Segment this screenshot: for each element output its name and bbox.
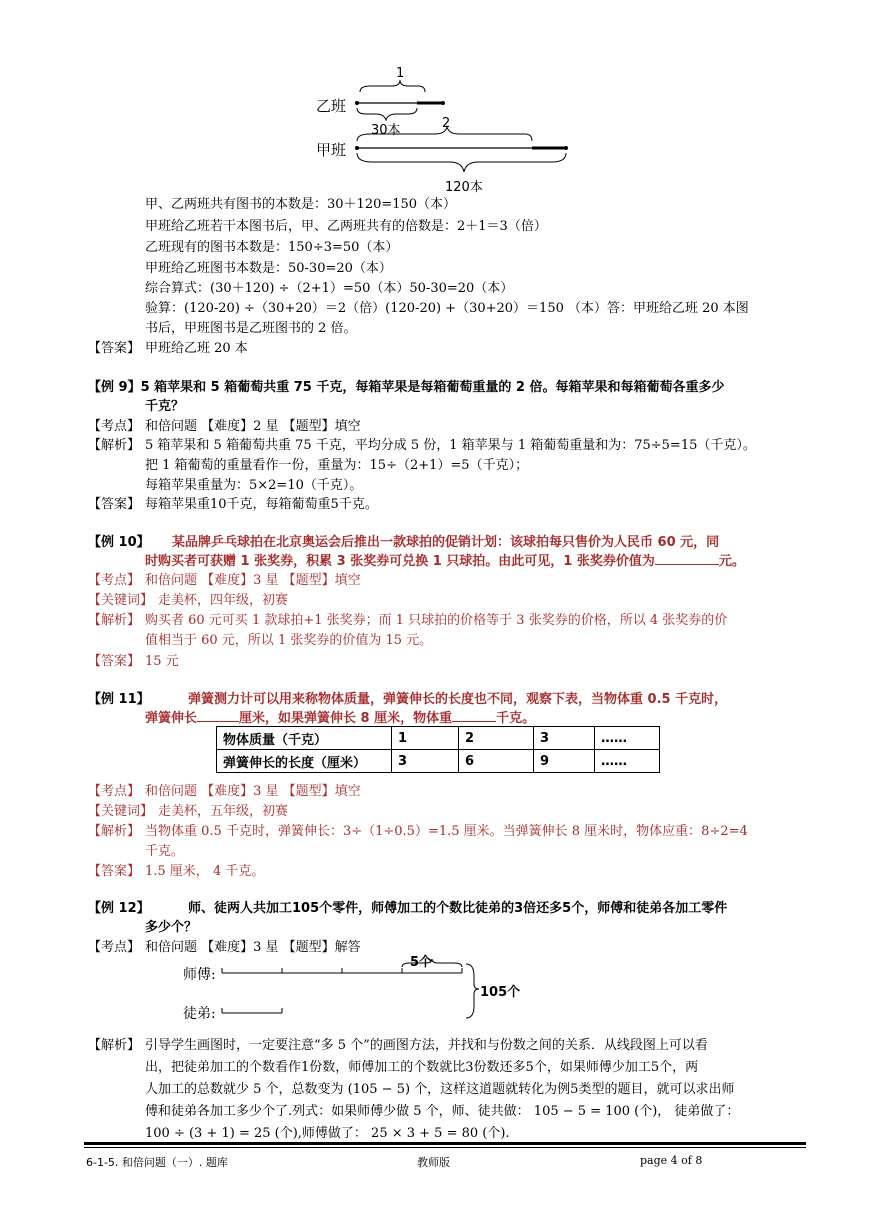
table-row [217, 727, 660, 750]
example-11-question: 弹簧测力计可以用来称物体质量，弹簧伸长的长度也不同，观察下表，当物体重 0.5 千克时， [188, 692, 728, 707]
solution-line: 甲班给乙班图书本数是：50-30=20（本） [145, 261, 392, 276]
guanjian-text: 走美杯，四年级，初赛 [158, 593, 289, 608]
table-cell: 2 [459, 727, 534, 750]
answer-tag: 【答案】 [88, 654, 141, 669]
jiexi-text: 每箱苹果重量为：5×2=10（千克）。 [145, 478, 363, 493]
kaodian-text: 和倍问题 【难度】3 星 【题型】解答 [145, 940, 361, 955]
jiexi-text: 傅和徒弟各加工多少个了.列式：如果师傅少做 5 个，师、徒共做： 105 − 5 = 100 (个)， 徒弟做了： [145, 1104, 740, 1119]
label-apprentice: 徒弟: [183, 1006, 216, 1022]
answer-blank [452, 721, 496, 722]
question-text: 千克。 [496, 711, 536, 726]
question-text: 弹簧伸长 [145, 711, 198, 726]
jiexi-text: 100 ÷ (3 + 1) = 25 (个),师傅做了： 25 × 3 + 5 = 80 (个). [145, 1126, 510, 1141]
jiexi-tag: 【解析】 [88, 824, 141, 839]
label-two: 2 [442, 116, 451, 131]
label-120-ben: 120本 [445, 180, 483, 195]
question-text: 时购买者可获赠 1 张奖券，积累 3 张奖券可兑换 1 只球拍。由此可见，1 张奖券价值为 [145, 554, 655, 569]
jiexi-text: 人加工的总数就少 5 个，总数变为 (105 − 5) 个，这样这道题就转化为例5类型的题目，就可以求出师 [145, 1082, 735, 1097]
table-cell: 物体质量（千克） [217, 727, 392, 750]
solution-line: 综合算式：(30＋120) ÷（2+1）=50（本）50-30=20（本） [145, 281, 514, 296]
jiexi-text: 把 1 箱葡萄的重量看作一份，重量为：15÷（2+1）=5（千克）； [145, 458, 529, 473]
spring-table [216, 726, 660, 773]
table-cell: 弹簧伸长的长度（厘米） [217, 750, 392, 773]
example-12-question: 师、徒两人共加工105个零件，师傅加工的个数比徒弟的3倍还多5个，师傅和徒弟各加工零件 [188, 901, 728, 916]
guanjian-tag: 【关键词】 [88, 804, 154, 819]
label-one: 1 [396, 66, 405, 81]
jiexi-text: 千克。 [145, 844, 185, 859]
label-five: 5个 [410, 955, 433, 970]
jiexi-tag: 【解析】 [88, 438, 141, 453]
answer-text: 甲班给乙班 20 本 [145, 341, 248, 356]
question-text: 厘米，如果弹簧伸长 8 厘米，物体重 [239, 711, 453, 726]
jiexi-tag: 【解析】 [88, 613, 141, 628]
solution-line: 甲、乙两班共有图书的本数是：30＋120=150（本） [145, 197, 457, 212]
example-11-label: 【例 11】 [88, 692, 150, 707]
footer-rule-thin [84, 1147, 806, 1148]
example-10-question: 某品牌乒乓球拍在北京奥运会后推出一款球拍的促销计划：该球拍每只售价为人民币 60 元，同 [172, 535, 720, 550]
jiexi-text: 值相当于 60 元，所以 1 张奖券的价值为 15 元。 [145, 633, 433, 648]
kaodian-text: 和倍问题 【难度】3 星 【题型】填空 [145, 573, 361, 588]
answer-text: 每箱苹果重10千克，每箱葡萄重5千克。 [145, 497, 378, 512]
solution-line: 甲班给乙班若干本图书后，甲、乙两班共有的倍数是：2＋1＝3（倍） [145, 219, 547, 234]
answer-blank [197, 721, 239, 722]
question-text: 元。 [718, 554, 745, 569]
footer-rule-thick [84, 1142, 806, 1145]
jiexi-tag: 【解析】 [88, 1038, 141, 1053]
jiexi-text: 出，把徒弟加工的个数看作1份数，师傅加工的个数就比3份数还多5个，如果师傅少加工5个，两 [145, 1060, 699, 1075]
jiexi-text: 引导学生画图时，一定要注意“多 5 个”的画图方法，并找和与份数之间的关系．从线段图上可以看 [145, 1038, 708, 1053]
segment-diagram [170, 950, 530, 1030]
kaodian-text: 和倍问题 【难度】2 星 【题型】填空 [145, 419, 361, 434]
jiexi-text: 购买者 60 元可买 1 款球拍+1 张奖券；而 1 只球拍的价格等于 3 张奖券的价格，所以 4 张奖券的价 [145, 613, 728, 628]
jiexi-text: 5 箱苹果和 5 箱葡萄共重 75 千克，平均分成 5 份，1 箱苹果与 1 箱葡萄重量和为：75÷5=15（千克）。 [145, 438, 756, 453]
example-10-question-cont [145, 550, 745, 569]
label-yi-ban: 乙班 [316, 97, 347, 115]
label-30-ben: 30本 [371, 123, 401, 138]
table-row [217, 750, 660, 773]
example-12-label: 【例 12】 [88, 901, 150, 916]
table-cell: 1 [392, 727, 459, 750]
table-cell: 3 [392, 750, 459, 773]
example-12-question-cont: 多少个？ [145, 920, 198, 935]
table-cell: …… [595, 750, 660, 773]
label-jia-ban: 甲班 [316, 141, 347, 159]
kaodian-tag: 【考点】 [88, 573, 141, 588]
example-11-question-cont [145, 707, 535, 726]
footer-left: 6-1-5. 和倍问题（一）. 题库 [86, 1156, 228, 1169]
answer-tag: 【答案】 [88, 864, 141, 879]
kaodian-tag: 【考点】 [88, 784, 141, 799]
solution-line: 乙班现有的图书本数是：150÷3=50（本） [145, 240, 399, 255]
guanjian-tag: 【关键词】 [88, 593, 154, 608]
example-9-title-cont: 千克？ [145, 399, 185, 414]
example-10-label: 【例 10】 [88, 535, 150, 550]
label-total: 105个 [480, 985, 521, 1000]
table-cell: …… [595, 727, 660, 750]
footer-center: 教师版 [417, 1156, 450, 1169]
label-master: 师傅: [183, 967, 216, 983]
solution-line: 验算：(120-20) ÷（30+20）＝2（倍）(120-20) +（30+20）＝150 （本）答：甲班给乙班 20 本图 [145, 301, 749, 316]
table-cell: 9 [534, 750, 595, 773]
footer-right: page 4 of 8 [640, 1154, 703, 1167]
answer-text: 1.5 厘米， 4 千克。 [145, 864, 265, 879]
example-9-title: 【例 9】5 箱苹果和 5 箱葡萄共重 75 千克，每箱苹果是每箱葡萄重量的 2 倍。每箱苹果和每箱葡萄各重多少 [88, 380, 725, 395]
kaodian-tag: 【考点】 [88, 940, 141, 955]
table-cell: 3 [534, 727, 595, 750]
answer-blank [655, 564, 719, 565]
solution-line: 书后，甲班图书是乙班图书的 2 倍。 [145, 321, 357, 336]
table-cell: 6 [459, 750, 534, 773]
answer-tag: 【答案】 [88, 341, 141, 356]
answer-tag: 【答案】 [88, 497, 141, 512]
kaodian-tag: 【考点】 [88, 419, 141, 434]
guanjian-text: 走美杯，五年级，初赛 [158, 804, 289, 819]
answer-text: 15 元 [145, 654, 179, 669]
jiexi-text: 当物体重 0.5 千克时，弹簧伸长：3÷（1÷0.5）=1.5 厘米。当弹簧伸长 8 厘米时，物体应重：8÷2=4 [145, 824, 748, 839]
kaodian-text: 和倍问题 【难度】3 星 【题型】填空 [145, 784, 361, 799]
